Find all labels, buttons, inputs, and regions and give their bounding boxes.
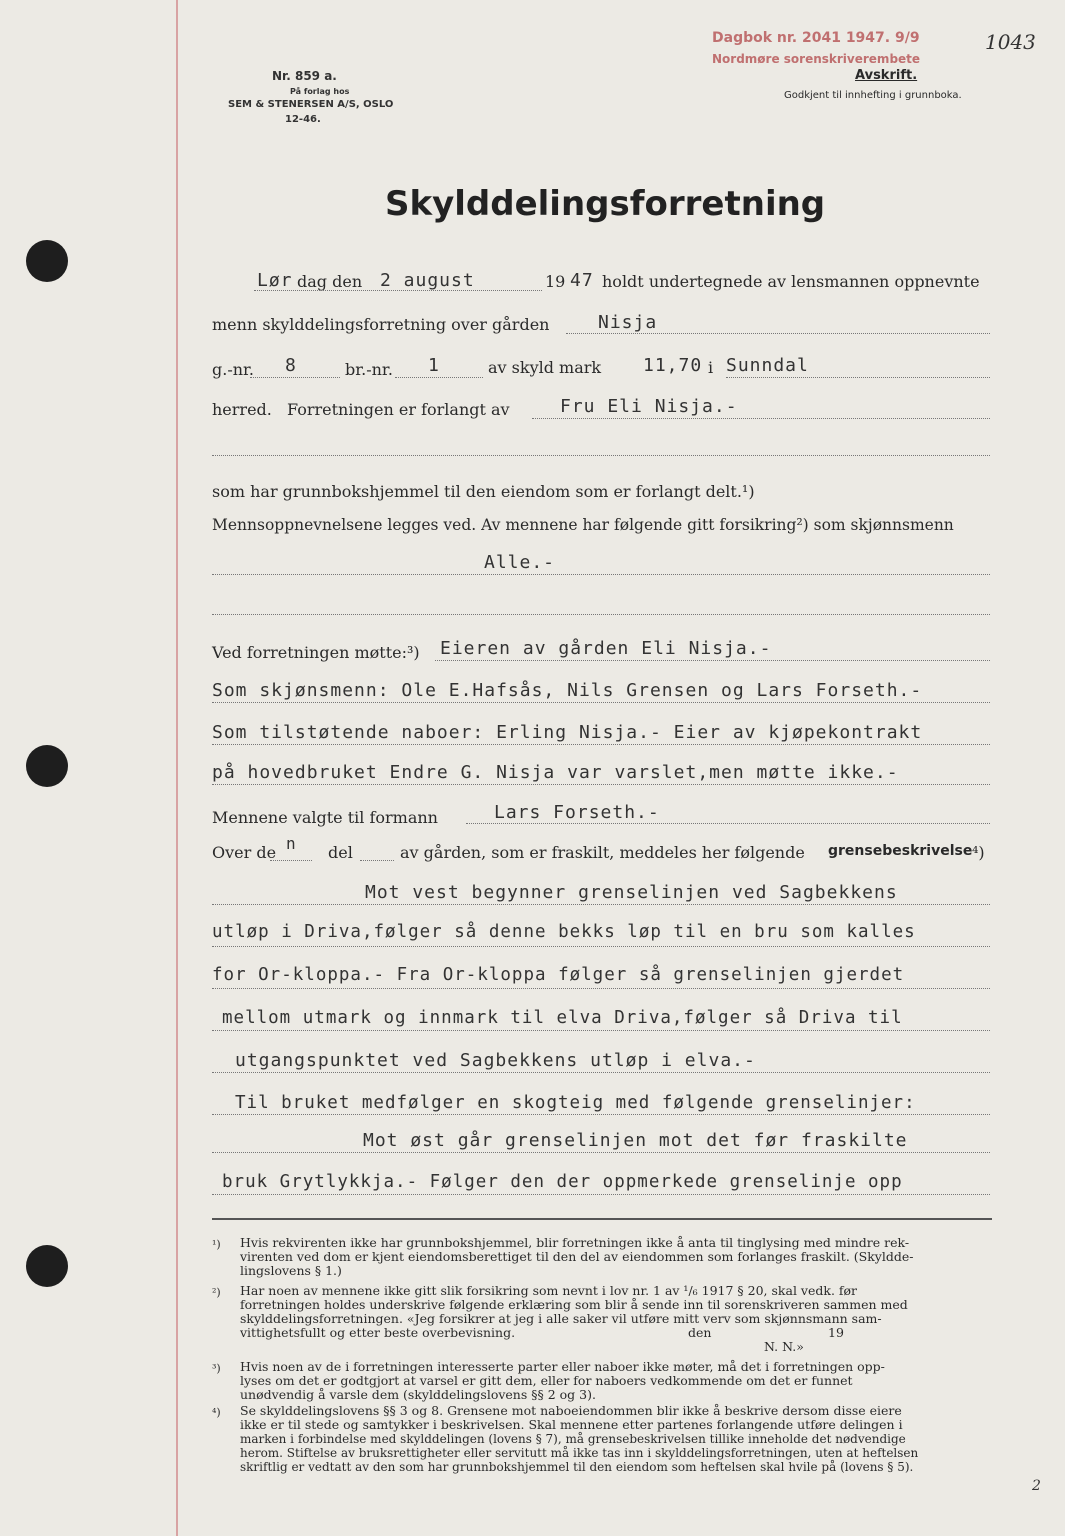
text-line: av skyld mark (488, 358, 602, 377)
footnote-rule (212, 1218, 992, 1220)
margin-line (176, 0, 178, 1536)
footnote-text: forretningen holdes underskrive følgende erklæring som blir å sende inn til sorenskriveren sammen med (240, 1297, 908, 1312)
text-line: Over de (212, 843, 277, 862)
footnote-text: N. N.» (764, 1339, 804, 1354)
form-number: Nr. 859 a. (272, 69, 337, 83)
publisher-date: 12-46. (285, 114, 321, 125)
text-line: br.-nr. (345, 360, 393, 379)
text-line: grensebeskrivelse (828, 843, 973, 859)
field-date: 2 august (380, 270, 475, 291)
avskrift-label: Avskrift. (855, 68, 918, 83)
footnote-text: den (688, 1325, 712, 1340)
text-line: Forretningen er forlangt av (287, 400, 510, 419)
footnote-text: Se skylddelingslovens §§ 3 og 8. Grensene mot naboeiendommen blir ikke å beskrive dersom disse eiere (240, 1403, 902, 1418)
publisher-name: SEM & STENERSEN A/S, OSLO (228, 99, 394, 110)
typed-line: Som tilstøtende naboer: Erling Nisja.- Eier av kjøpekontrakt (212, 722, 923, 743)
footnote-text: Hvis noen av de i forretningen interesserte parter eller naboer ikke møter, må det i forretningen opp- (240, 1359, 885, 1374)
text-line: Mennene valgte til formann (212, 808, 438, 827)
court-stamp: Nordmøre sorenskriverembete (712, 52, 921, 66)
footnote-number: ⁴) (212, 1406, 221, 1419)
text-line: herred. (212, 400, 272, 419)
approved-note: Godkjent til innhefting i grunnboka. (784, 90, 962, 101)
field-herred: Sunndal (726, 355, 809, 376)
footnote-text: marken i forbindelse med skylddelingen (lovens § 7), må grensebeskrivelsen tillike inneholde det nødvendige (240, 1432, 906, 1446)
text-line: ⁴) (972, 843, 985, 862)
footnote-text: Hvis rekvirenten ikke har grunnbokshjemmel, blir forretningen ikke å anta til tinglysing med mindre rek- (240, 1235, 910, 1250)
field-weekday: Lør (257, 270, 293, 291)
punch-hole (26, 240, 68, 282)
text-line: Ved forretningen møtte:³) (212, 643, 420, 662)
text-line: menn skylddelingsforretning over gården (212, 315, 550, 334)
footnote-text: Har noen av mennene ikke gitt slik forsikring som nevnt i lov nr. 1 av ¹/₆ 1917 § 20, skal vedk. før (240, 1283, 858, 1298)
footnote-text: unødvendig å varsle dem (skylddelingslovens §§ 2 og 3). (240, 1387, 596, 1402)
typed-line: utløp i Driva,følger så denne bekks løp til en bru som kalles (212, 922, 916, 942)
footnote-text: virenten ved dom er kjent eiendomsberettiget til den del av eiendommen som forlanges fraskilt. (Skyldde- (240, 1249, 914, 1264)
typed-line: Til bruket medfølger en skogteig med følgende grenselinjer: (235, 1093, 916, 1113)
field-attendee: Eieren av gården Eli Nisja.- (440, 638, 772, 659)
field-sworn: Alle.- (484, 552, 556, 573)
publisher-line: På forlag hos (290, 87, 350, 96)
footnote-number: ¹) (212, 1238, 221, 1251)
typed-line: for Or-kloppa.- Fra Or-kloppa følger så grenselinjen gjerdet (212, 965, 905, 985)
footnote-number: ³) (212, 1362, 221, 1375)
footnote-text: herom. Stiftelse av bruksrettigheter eller servitutt må ikke tas inn i skylddelingsforretningen, uten at heftelsen (240, 1446, 919, 1460)
text-line: i (708, 358, 714, 377)
footnote-text: skriftlig er vedtatt av den som har grunnbokshjemmel til den eiendom som heftelsen skal hvile på (lovens § 5). (240, 1460, 914, 1474)
text-line: dag den (297, 272, 363, 291)
footnote-text: 19 (828, 1325, 844, 1340)
footnote-text: vittighetsfullt og etter beste overbevisning. (240, 1325, 516, 1340)
typed-line: utgangspunktet ved Sagbekkens utløp i elva.- (235, 1050, 756, 1071)
punch-hole (26, 1245, 68, 1287)
field-bnr: 1 (428, 355, 440, 376)
page-number: 1043 (985, 30, 1036, 54)
field-chairman: Lars Forseth.- (494, 802, 660, 823)
field-year: 47 (570, 270, 594, 291)
text-line: Mennsoppnevnelsene legges ved. Av mennene har følgende gitt forsikring²) som skjønnsmenn (212, 516, 954, 534)
punch-hole (26, 745, 68, 787)
typed-line: på hovedbruket Endre G. Nisja var varslet,men møtte ikke.- (212, 762, 899, 783)
corner-mark: 2 (1032, 1478, 1041, 1494)
field-farm: Nisja (598, 312, 658, 333)
typed-line: mellom utmark og innmark til elva Driva,følger så Driva til (222, 1008, 903, 1028)
footnote-text: lyses om det er godtgjort at varsel er gitt dem, eller for naboers vedkommende om det er funnet (240, 1373, 853, 1388)
field-skyld: 11,70 (643, 355, 703, 376)
text-line: som har grunnbokshjemmel til den eiendom som er forlangt delt.¹) (212, 482, 755, 501)
field-part: n (286, 834, 297, 853)
typed-line: Mot vest begynner grenselinjen ved Sagbekkens (365, 882, 898, 903)
footnote-text: lingslovens § 1.) (240, 1263, 342, 1278)
footnote-text: skylddelingsforretningen. «Jeg forsikrer at jeg i alle saker vil utføre mitt verv som skjønnsmann sam- (240, 1311, 882, 1326)
field-gnr: 8 (285, 355, 297, 376)
footnote-text: ikke er til stede og samtykker i beskrivelsen. Skal mennene etter partenes forlangende utføre delingen i (240, 1417, 903, 1432)
field-requester: Fru Eli Nisja.- (560, 396, 738, 417)
typed-line: Som skjønsmenn: Ole E.Hafsås, Nils Grensen og Lars Forseth.- (212, 680, 923, 701)
text-line: del (328, 843, 353, 862)
page-title: Skylddelingsforretning (385, 184, 826, 224)
typed-line: bruk Grytlykkja.- Følger den der oppmerkede grenselinje opp (222, 1172, 903, 1192)
typed-line: Mot øst går grenselinjen mot det før fraskilte (363, 1130, 908, 1151)
footnote-number: ²) (212, 1286, 221, 1299)
text-line: holdt undertegnede av lensmannen oppnevnte (602, 272, 980, 291)
text-line: 19 (545, 272, 566, 291)
text-line: av gården, som er fraskilt, meddeles her følgende (400, 843, 805, 862)
diary-stamp: Dagbok nr. 2041 1947. 9/9 (712, 30, 920, 46)
text-line: g.-nr. (212, 360, 255, 379)
